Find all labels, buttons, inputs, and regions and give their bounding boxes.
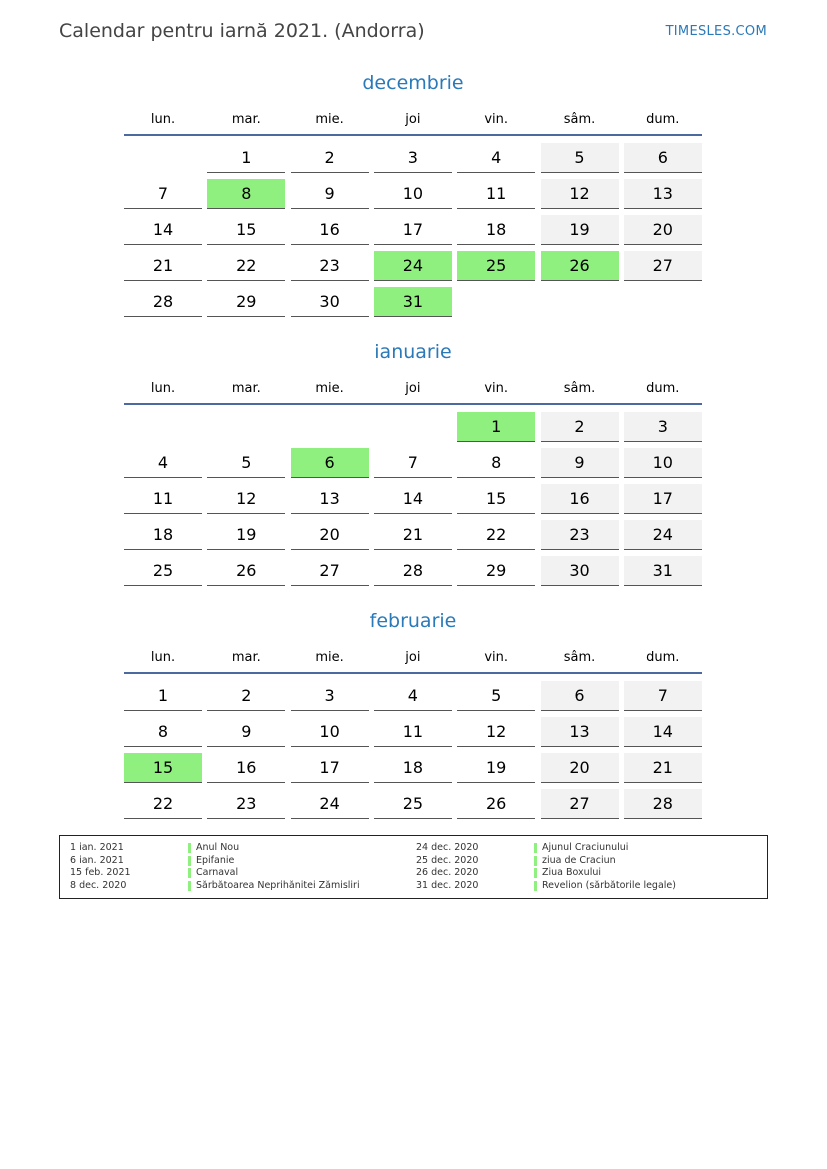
day-cell: 17 [624,484,702,514]
holiday-day-cell: 24 [374,251,452,281]
day-cell: 22 [207,251,285,281]
legend-marker [534,881,537,891]
day-cell: 29 [457,556,535,586]
weekday-header: vin. [484,112,509,127]
day-cell: 7 [374,448,452,478]
day-cell: 26 [207,556,285,586]
day-cell: 22 [124,789,202,819]
holiday-legend [59,835,768,899]
day-cell: 17 [291,753,369,783]
day-cell: 8 [457,448,535,478]
weekday-header: mie. [315,650,344,665]
day-cell: 18 [457,215,535,245]
day-cell: 1 [207,143,285,173]
legend-holiday-name: Carnaval [196,867,239,878]
day-cell: 12 [457,717,535,747]
weekday-header: lun. [150,650,176,665]
day-cell: 6 [541,681,619,711]
day-cell: 11 [457,179,535,209]
day-cell: 20 [541,753,619,783]
day-cell: 13 [541,717,619,747]
day-cell: 12 [541,179,619,209]
page-title: Calendar pentru iarnă 2021. (Andorra) [59,20,425,42]
legend-marker [534,868,537,878]
weekday-header: mar. [231,112,261,127]
weekday-header: dum. [646,381,680,396]
legend-holiday-name: Ajunul Craciunului [542,842,629,853]
holiday-day-cell: 15 [124,753,202,783]
day-cell: 3 [624,412,702,442]
legend-date: 8 dec. 2020 [70,879,127,891]
legend-holiday-name: Ziua Boxului [542,867,601,878]
weekday-header: sâm. [563,381,596,396]
weekday-header: mie. [315,112,344,127]
day-cell: 19 [207,520,285,550]
day-cell: 28 [624,789,702,819]
legend-holiday-name: Anul Nou [196,842,240,853]
day-cell: 31 [624,556,702,586]
day-cell: 28 [124,287,202,317]
day-cell: 3 [291,681,369,711]
day-cell: 16 [207,753,285,783]
legend-date: 31 dec. 2020 [416,879,479,891]
weekday-header: mar. [231,650,261,665]
day-cell: 9 [541,448,619,478]
day-cell: 16 [541,484,619,514]
day-cell: 26 [457,789,535,819]
day-cell: 23 [291,251,369,281]
day-cell: 14 [624,717,702,747]
legend-marker [534,856,537,866]
day-cell: 5 [457,681,535,711]
legend-date: 26 dec. 2020 [416,867,479,878]
header-rule [124,672,702,674]
legend-holiday-name: Epifanie [196,854,235,866]
day-cell: 2 [541,412,619,442]
day-cell: 22 [457,520,535,550]
day-cell: 27 [291,556,369,586]
day-cell: 21 [624,753,702,783]
weekday-header: mie. [315,381,344,396]
legend-date: 15 feb. 2021 [70,867,131,878]
holiday-day-cell: 6 [291,448,369,478]
weekday-header: vin. [484,381,509,396]
weekday-header: joi [405,381,421,396]
day-cell: 8 [124,717,202,747]
brand-link[interactable]: TIMESLES.COM [665,24,767,39]
day-cell: 28 [374,556,452,586]
day-cell: 15 [457,484,535,514]
weekday-header: joi [405,650,421,665]
legend-marker [188,843,191,853]
header-rule [124,403,702,405]
day-cell: 27 [624,251,702,281]
day-cell: 5 [207,448,285,478]
header-rule [124,134,702,136]
holiday-day-cell: 8 [207,179,285,209]
month-title: ianuarie [374,341,452,363]
day-cell: 23 [207,789,285,819]
day-cell: 10 [624,448,702,478]
day-cell: 20 [291,520,369,550]
day-cell: 11 [374,717,452,747]
weekday-header: sâm. [563,650,596,665]
legend-date: 25 dec. 2020 [416,854,479,866]
day-cell: 17 [374,215,452,245]
day-cell: 4 [124,448,202,478]
day-cell: 14 [124,215,202,245]
day-cell: 2 [291,143,369,173]
month-title: februarie [369,610,457,632]
holiday-day-cell: 26 [541,251,619,281]
day-cell: 13 [624,179,702,209]
weekday-header: dum. [646,112,680,127]
day-cell: 9 [207,717,285,747]
legend-marker [188,881,191,891]
legend-marker [188,856,191,866]
day-cell: 2 [207,681,285,711]
day-cell: 21 [124,251,202,281]
day-cell: 19 [457,753,535,783]
month-title: decembrie [362,72,464,94]
holiday-day-cell: 25 [457,251,535,281]
day-cell: 14 [374,484,452,514]
day-cell: 3 [374,143,452,173]
day-cell: 24 [624,520,702,550]
day-cell: 20 [624,215,702,245]
day-cell: 25 [124,556,202,586]
day-cell: 7 [624,681,702,711]
legend-date: 6 ian. 2021 [70,854,124,866]
day-cell: 9 [291,179,369,209]
legend-holiday-name: ziua de Craciun [542,854,616,866]
holiday-day-cell: 1 [457,412,535,442]
day-cell: 21 [374,520,452,550]
legend-marker [188,868,191,878]
weekday-header: joi [405,112,421,127]
day-cell: 30 [541,556,619,586]
legend-date: 24 dec. 2020 [416,842,479,853]
day-cell: 10 [291,717,369,747]
day-cell: 4 [374,681,452,711]
weekday-header: lun. [150,381,176,396]
day-cell: 30 [291,287,369,317]
legend-marker [534,843,537,853]
day-cell: 12 [207,484,285,514]
legend-date: 1 ian. 2021 [70,842,124,853]
day-cell: 27 [541,789,619,819]
day-cell: 1 [124,681,202,711]
legend-holiday-name: Revelion (sărbătorile legale) [542,879,676,891]
weekday-header: lun. [150,112,176,127]
day-cell: 15 [207,215,285,245]
day-cell: 19 [541,215,619,245]
weekday-header: dum. [646,650,680,665]
day-cell: 18 [124,520,202,550]
day-cell: 4 [457,143,535,173]
day-cell: 10 [374,179,452,209]
day-cell: 16 [291,215,369,245]
legend-holiday-name: Sărbătoarea Neprihănitei Zămisliri [196,879,360,891]
weekday-header: sâm. [563,112,596,127]
day-cell: 18 [374,753,452,783]
day-cell: 25 [374,789,452,819]
day-cell: 29 [207,287,285,317]
weekday-header: mar. [231,381,261,396]
day-cell: 5 [541,143,619,173]
day-cell: 24 [291,789,369,819]
day-cell: 7 [124,179,202,209]
holiday-day-cell: 31 [374,287,452,317]
day-cell: 6 [624,143,702,173]
day-cell: 23 [541,520,619,550]
day-cell: 13 [291,484,369,514]
day-cell: 11 [124,484,202,514]
weekday-header: vin. [484,650,509,665]
